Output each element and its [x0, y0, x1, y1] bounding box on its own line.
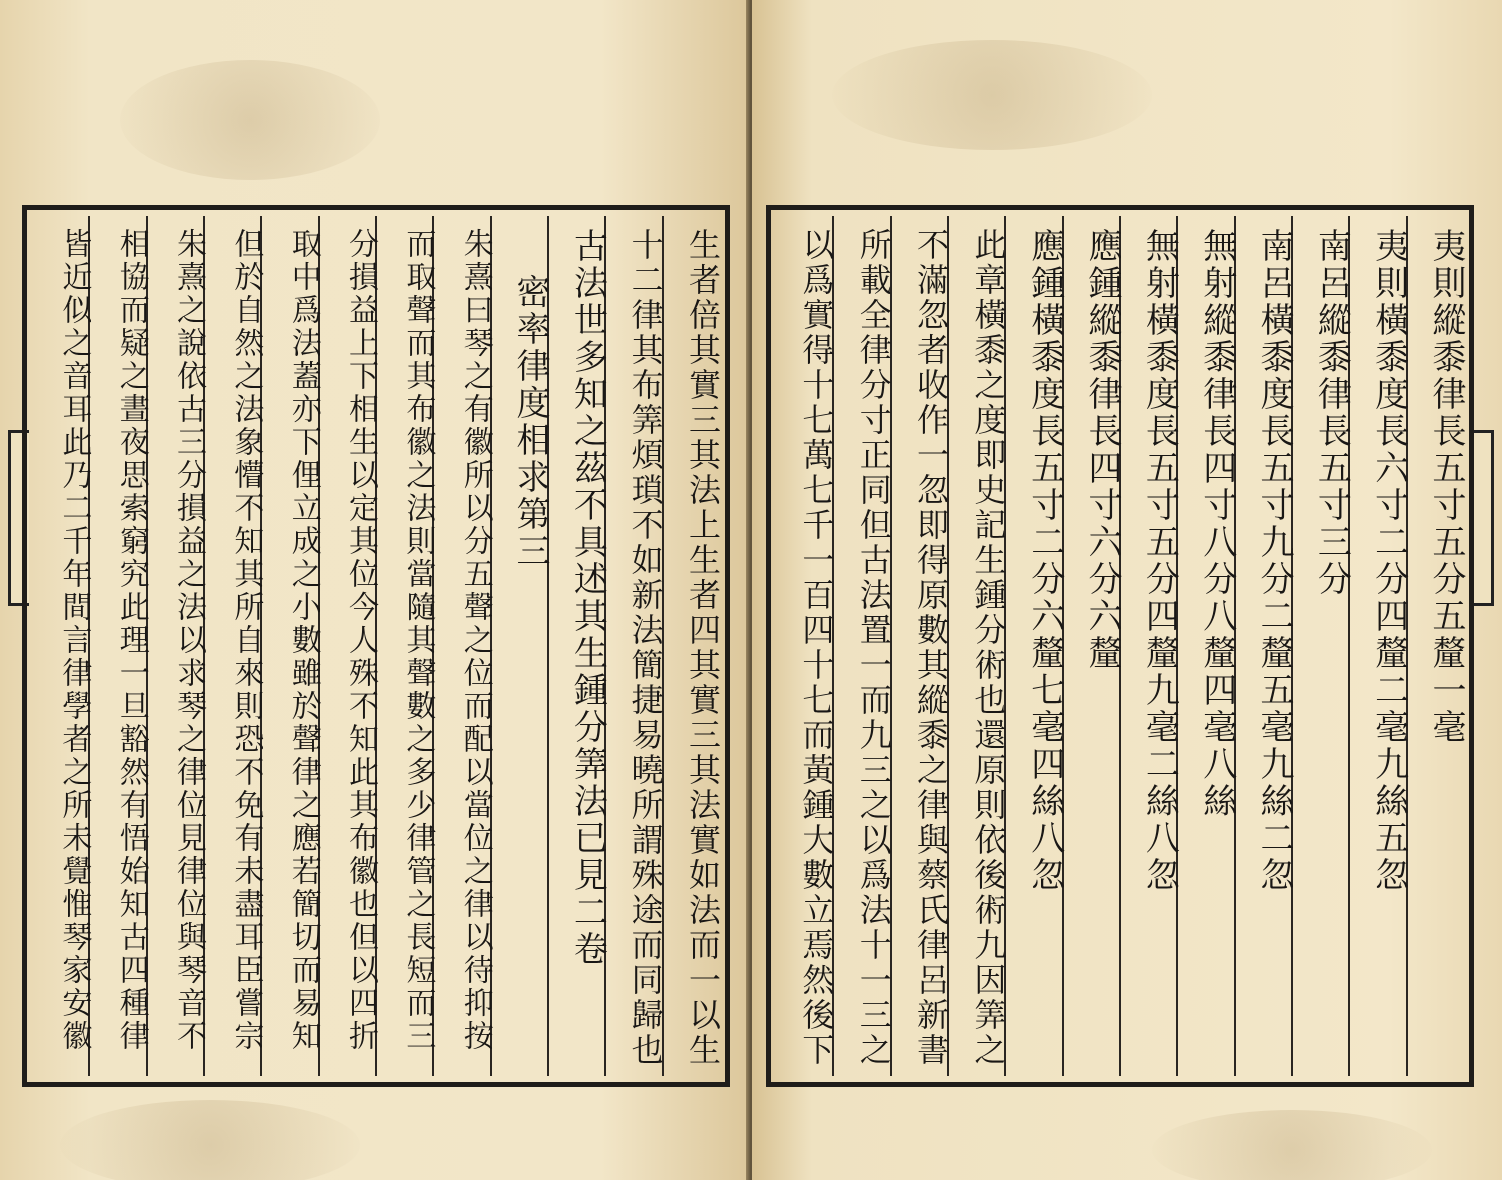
text-column: [1176, 216, 1237, 1076]
left-leaf: [0, 0, 750, 1180]
text-column-content: 相協而疑之晝夜思索窮究此理一旦豁然有悟始知古四種律: [113, 228, 149, 1053]
text-column-content: 此章橫黍之度即史記生鍾分術也還原則依後術九因筭之: [969, 228, 1008, 1068]
text-column-content: 古法世多知之茲不具述其生鍾分筭法已見二卷: [567, 228, 608, 968]
text-column: [1291, 216, 1352, 1076]
text-column: [318, 216, 379, 1076]
text-column: [375, 216, 436, 1076]
text-column: [947, 216, 1008, 1076]
text-column-content: 十二律其布筭煩瑣不如新法簡捷易曉所謂殊途而同歸也: [626, 228, 665, 1068]
text-column: [1406, 216, 1466, 1076]
section-heading: [490, 216, 551, 1076]
text-column: [1119, 216, 1180, 1076]
text-column-content: 應鍾橫黍度長五寸二分六釐七毫四絲八忽: [1024, 228, 1065, 894]
text-column-content: 分損益上下相生以定其位今人殊不知此其布徽也但以四折: [343, 228, 379, 1053]
text-column: [203, 216, 264, 1076]
text-column: [1234, 216, 1295, 1076]
text-column-content: 以爲實得十七萬七千一百四十七而黃鍾大數立焉然後下: [797, 228, 836, 1068]
section-heading-text: 密率律度相求第三: [510, 274, 551, 570]
text-column-content: 所載全律分寸正同但古法置一而九三之以爲法十一三之: [854, 228, 893, 1068]
text-column-content: 無射橫黍度長五寸五分四釐九毫二絲八忽: [1139, 228, 1180, 894]
text-column-content: 夷則橫黍度長六寸二分四釐二毫九絲五忽: [1368, 228, 1409, 894]
text-column-content: 生者倍其實三其法上生者四其實三其法實如法而一以生: [684, 228, 722, 1068]
text-column: [33, 216, 92, 1076]
text-column: [1004, 216, 1065, 1076]
text-column: [432, 216, 493, 1076]
text-column: [890, 216, 951, 1076]
right-page-frame: [766, 205, 1474, 1087]
left-page-frame: [22, 205, 730, 1087]
text-column: [260, 216, 321, 1076]
right-page-columns: [777, 216, 1466, 1076]
text-column-content: 取中爲法蓋亦下俚立成之小數雖於聲律之應若簡切而易知: [285, 228, 321, 1053]
text-column: [88, 216, 149, 1076]
text-column-content: 南呂縱黍律長五寸三分: [1311, 228, 1352, 598]
right-fore-edge-mark: [1473, 430, 1494, 606]
text-column-content: 而取聲而其布徽之法則當隨其聲數之多少律管之長短而三: [400, 228, 436, 1053]
text-column-content: 夷則縱黍律長五寸五分五釐一毫: [1426, 228, 1466, 746]
left-page-columns: [33, 216, 722, 1076]
text-column-content: 南呂橫黍度長五寸九分二釐五毫九絲二忽: [1254, 228, 1295, 894]
text-column-content: 朱熹曰琴之有徽所以分五聲之位而配以當位之律以待抑按: [457, 228, 493, 1053]
text-column-content: 應鍾縱黍律長四寸六分六釐: [1082, 228, 1123, 672]
text-column: [1062, 216, 1123, 1076]
text-column: [146, 216, 207, 1076]
text-column-content: 皆近似之音耳此乃二千年間言律學者之所未覺惟琴家安徽: [56, 228, 92, 1053]
text-column-content: 但於自然之法象懵不知其所自來則恐不免有未盡耳臣嘗宗: [228, 228, 264, 1053]
text-column-content: 朱熹之說依古三分損益之法以求琴之律位見律位與琴音不: [171, 228, 207, 1053]
text-column: [832, 216, 893, 1076]
text-column: [662, 216, 722, 1076]
text-column-content: 不滿忽者收作一忽即得原數其縱黍之律與蔡氏律呂新書: [912, 228, 951, 1068]
text-column: [1348, 216, 1409, 1076]
text-column-content: 無射縱黍律長四寸八分八釐四毫八絲: [1196, 228, 1237, 820]
text-column: [547, 216, 608, 1076]
text-column: [604, 216, 665, 1076]
right-leaf: [752, 0, 1502, 1180]
text-column: [777, 216, 836, 1076]
